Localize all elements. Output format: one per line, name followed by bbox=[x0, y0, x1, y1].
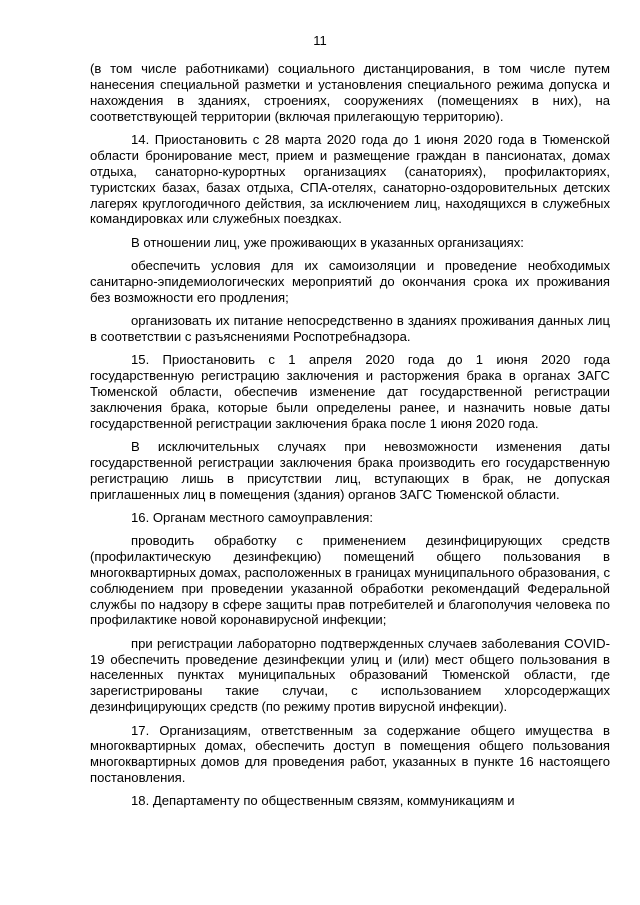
paragraph-clause-16: 16. Органам местного самоуправления: bbox=[131, 509, 373, 525]
paragraph-disinfection-common-areas: проводить обработку с применением дезинфицирующих средств (профилактическую дезинфекцию) помещений общего пользования в многоквартирных домах, расположенных в границах муниципального образования, с соблюдением при проведении указанной обработки рекомендаций Федеральной службы по надзору в сфере защиты прав потребителей и благополучия человека по профилактике новой коронавирусной инфекции; bbox=[90, 532, 610, 628]
document-body bbox=[90, 61, 610, 817]
paragraph-clause-15: 15. Приостановить с 1 апреля 2020 года до 1 июня 2020 года государственную регистрацию заключения и расторжения брака в органах ЗАГС Тюменской области, обеспечив изменение дат государственной регистрации заключения брака, которые были определены ранее, и назначить новые даты государственной регистрации заключения брака после 1 июня 2020 года. bbox=[90, 351, 610, 431]
paragraph-covid-street-disinfection: при регистрации лабораторно подтвержденных случаев заболевания COVID-19 обеспечить проведение дезинфекции улиц и (или) мест общего пользования в населенных пунктах муниципальных образований Тюменской области, где зарегистрированы такие случаи, с использованием хлорсодержащих дезинфицирующих средств (по режиму против вирусной инфекции). bbox=[90, 635, 610, 715]
paragraph-exceptional-cases: В исключительных случаях при невозможности изменения даты государственной регистрации заключения брака производить его государственную регистрацию лишь в присутствии лиц, вступающих в брак, не допуская приглашенных лиц в помещения (здания) органов ЗАГС Тюменской области. bbox=[90, 438, 610, 502]
paragraph-clause-17: 17. Организациям, ответственным за содержание общего имущества в многоквартирных домах, обеспечить доступ в помещения общего пользования многоквартирных домов для проведения работ, указанных в пункте 16 настоящего постановления. bbox=[90, 722, 610, 786]
paragraph-self-isolation: обеспечить условия для их самоизоляции и проведение необходимых санитарно-эпидемиологических мероприятий до окончания срока их проживания без возможности его продления; bbox=[90, 257, 610, 305]
paragraph-clause-14: 14. Приостановить с 28 марта 2020 года до 1 июня 2020 года в Тюменской области бронирование мест, прием и размещение граждан в пансионатах, домах отдыха, санаторно-курортных организациях (санаториях), профилакториях, туристских базах, базах отдыха, СПА-отелях, санаторно-оздоровительных детских лагерях круглогодичного действия, за исключением лиц, находящихся в служебных командировках или служебных поездках. bbox=[90, 131, 610, 227]
paragraph-clause-18: 18. Департаменту по общественным связям, коммуникациям и bbox=[131, 793, 515, 809]
page-number: 11 bbox=[313, 33, 327, 48]
paragraph-current-residents: В отношении лиц, уже проживающих в указанных организациях: bbox=[131, 234, 524, 250]
paragraph-meals: организовать их питание непосредственно в зданиях проживания данных лиц в соответствии с разъяснениями Роспотребнадзора. bbox=[90, 312, 610, 344]
paragraph-distancing-continuation: (в том числе работниками) социального дистанцирования, в том числе путем нанесения специальной разметки и установления специального режима допуска и нахождения в зданиях, строениях, сооружениях (помещениях в них), на соответствующей территории (включая прилегающую территорию). bbox=[90, 61, 610, 124]
